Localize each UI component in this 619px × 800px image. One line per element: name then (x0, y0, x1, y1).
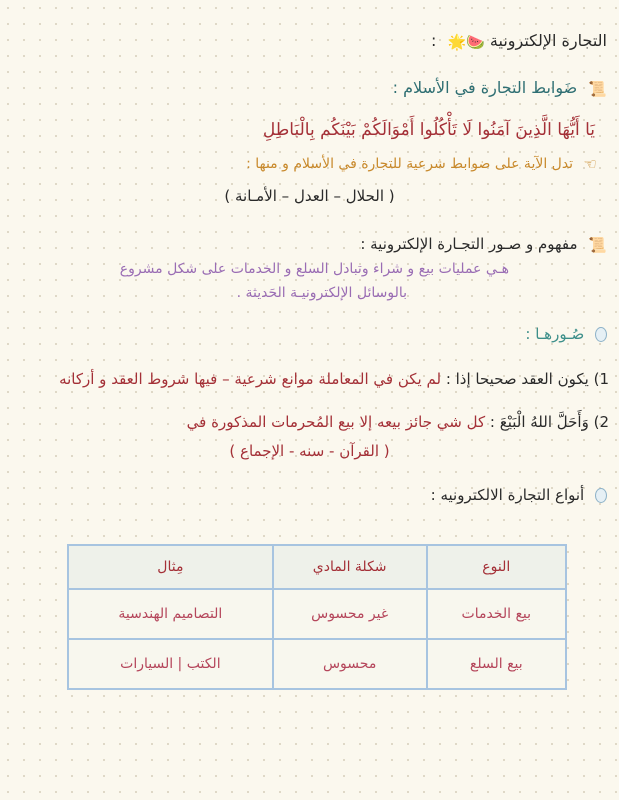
point-1-detail: لم يكن في المعاملة موانع شرعية – فيها شروط العقد و أركانه (59, 370, 442, 388)
table-header-cell: مِثال (68, 545, 273, 589)
rules-list: ( الحلال – العدل – الأمـانة ) (224, 187, 395, 205)
section-concept-heading (10, 235, 607, 254)
point-1 (10, 370, 609, 388)
title-text: التجارة الإلكترونية (489, 31, 607, 50)
section-rules-heading-text: ضَوابط التجارة في الأسلام : (392, 78, 578, 97)
table-cell: غير محسوس (273, 589, 427, 639)
table-cell: بيع الخدمات (427, 589, 566, 639)
definition-line-1: هـي عمليات بيع و شراء وتبادل السلع و الخدمات على شكل مشروع (119, 261, 509, 277)
point-1-number: 1) (593, 370, 609, 388)
point-2-verse: وَأَحَلَّ اللهُ الْبَيْعَ : (489, 413, 589, 431)
table-row (68, 589, 566, 639)
decor-icon: 🍉🌟 (447, 32, 485, 51)
quran-verse: يَا أَيُّهَا الَّذِينَ آمَنُوا لَا تَأْكُلُوا أَمْوَالَكُمْ بَيْنَكُم بِالْبَاطِلِ (262, 120, 595, 140)
point-2 (10, 413, 609, 431)
table-cell: التصاميم الهندسية (68, 589, 273, 639)
table-header-row (68, 545, 566, 589)
table-header-cell: النوع (427, 545, 566, 589)
table-cell: الكتب | السيارات (68, 639, 273, 689)
table-cell: بيع السلع (427, 639, 566, 689)
verse-indication-text: تدل الآية على ضوابط شرعية للتجارة في الأسلام و منها : (246, 156, 574, 172)
table-row (68, 639, 566, 689)
point-2-sources: ( القرآن - سنه - الإجماع ) (229, 442, 390, 460)
page-title (10, 31, 607, 51)
definition-line-2: بالوسائل الإلكترونيـة الحَديثة . (236, 285, 407, 301)
table-header-cell: شكلة المادي (273, 545, 427, 589)
point-2-detail: كل شي جائز بيعه إلا بيع المُحرمات المذكورة في (186, 413, 486, 431)
types-table (67, 544, 567, 690)
table-cell: محسوس (273, 639, 427, 689)
verse-indication (10, 155, 597, 173)
section-types-heading-text: أنواع التجارة الالكترونيه : (430, 486, 585, 504)
point-2-number: 2) (593, 413, 609, 431)
section-forms-heading-text: صُـورهـا : (525, 325, 585, 343)
title-colon: : (430, 31, 437, 50)
section-forms-heading (10, 325, 607, 343)
section-types-heading (10, 486, 607, 504)
point-1-condition: يكون العقد صحيحا إذا : (445, 370, 589, 388)
section-concept-heading-text: مفهوم و صـور التجـارة الإلكترونية : (360, 235, 578, 253)
circle-bullet-icon (595, 488, 607, 503)
section-rules-heading (10, 78, 607, 98)
pointing-hand-icon: ☜ (583, 155, 597, 173)
scroll-icon: 📜 (588, 79, 607, 98)
circle-bullet-icon (595, 327, 607, 342)
scroll-icon: 📜 (588, 235, 607, 254)
